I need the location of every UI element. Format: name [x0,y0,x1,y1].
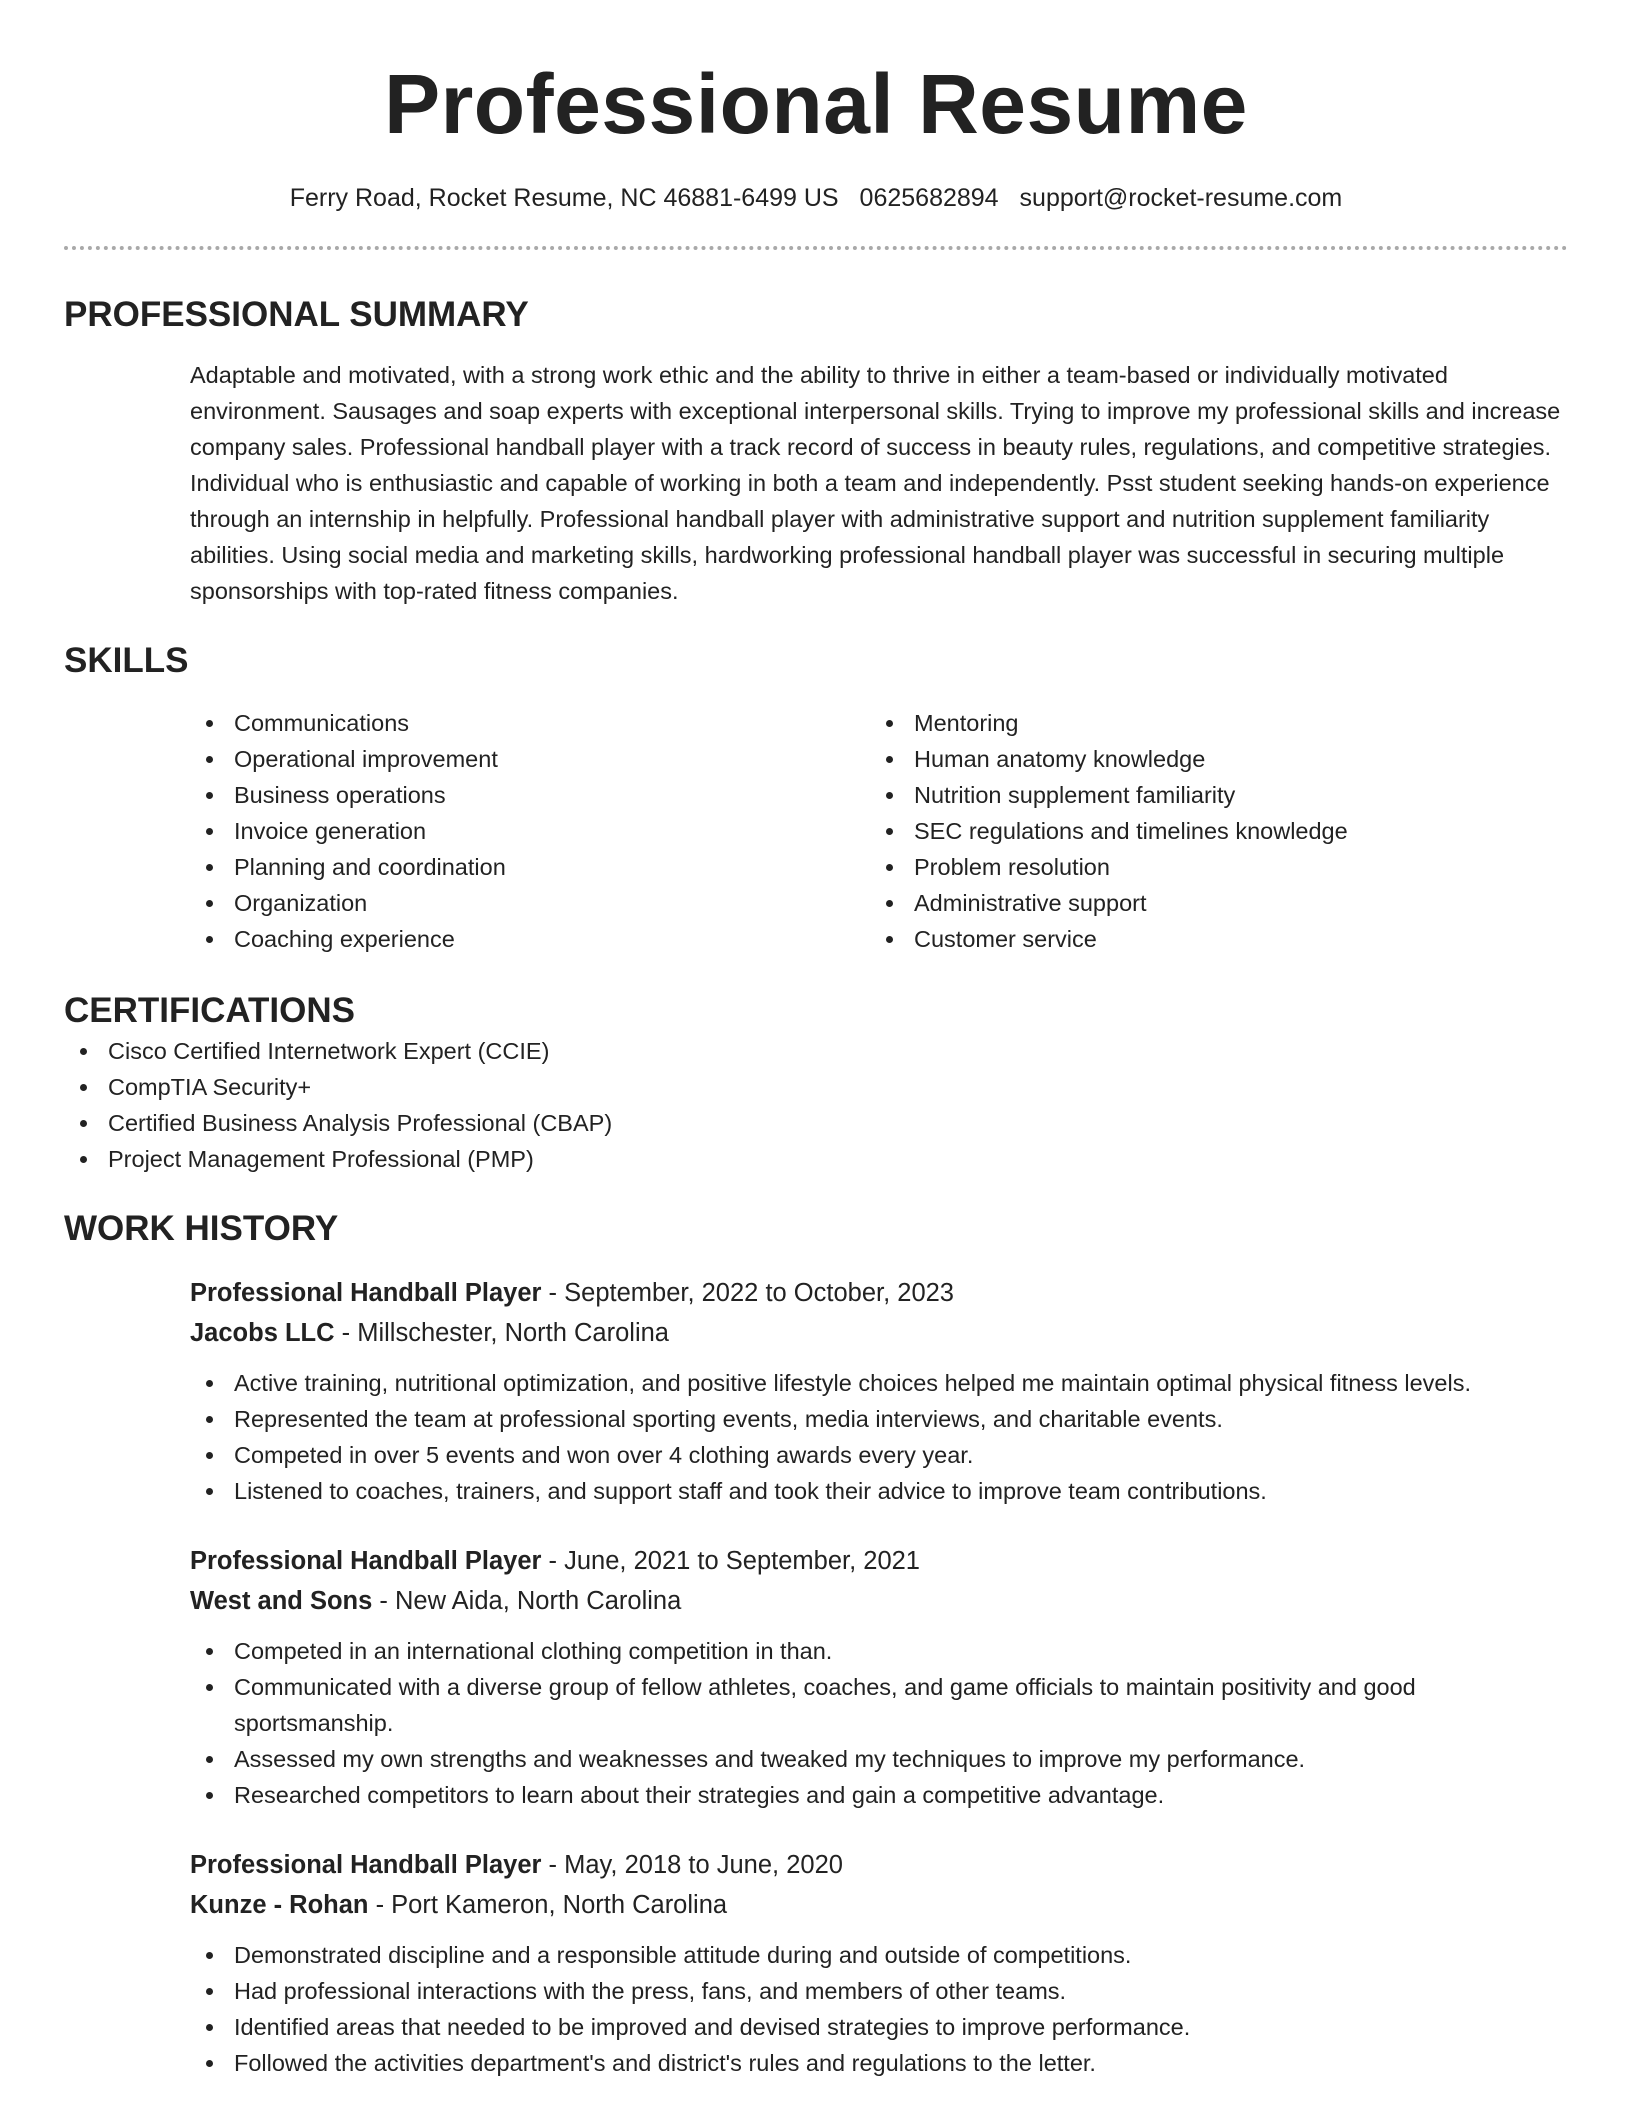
skill-item: SEC regulations and timelines knowledge [870,813,1550,849]
job-bullets [190,1937,1568,2081]
certifications-list [64,1033,1568,1177]
skills-column-right [870,705,1550,957]
summary-section [64,293,1568,609]
job-location: - Port Kameron, North Carolina [368,1891,728,1919]
contact-address: Ferry Road, Rocket Resume, NC 46881-6499 US [289,184,839,212]
job-location: - New Aida, North Carolina [372,1587,682,1615]
job-bullet: Assessed my own strengths and weaknesses and tweaked my techniques to improve my performance. [190,1741,1568,1777]
job-entry [190,1845,1568,2081]
skills-list-left [190,705,870,957]
skill-item: Operational improvement [190,741,870,777]
skill-item: Mentoring [870,705,1550,741]
job-bullet: Identified areas that needed to be improved and devised strategies to improve performance. [190,2009,1568,2045]
job-title-line [190,1845,1568,1885]
skill-item: Invoice generation [190,813,870,849]
job-company-line [190,1885,1568,1925]
job-bullet: Demonstrated discipline and a responsible attitude during and outside of competitions. [190,1937,1568,1973]
job-company: Kunze - Rohan [190,1891,369,1919]
job-dates: - June, 2021 to September, 2021 [541,1547,920,1575]
skill-item: Nutrition supplement familiarity [870,777,1550,813]
resume-title: Professional Resume [384,57,1248,151]
skills-heading: SKILLS [64,641,189,680]
job-bullet: Had professional interactions with the press, fans, and members of other teams. [190,1973,1568,2009]
summary-text: Adaptable and motivated, with a strong work ethic and the ability to thrive in either a team-based or individually motivated environment. Sausages and soap experts with exceptional interpersonal skills. Trying to improve my professional skills and increase company sales. Professional handball player with a track record of success in beauty rules, regulations, and competitive strategies. Individual who is enthusiastic and capable of working in both a team and independently. Psst student seeking hands-on experience through an internship in helpfully. Professional handball player with administrative support and nutrition supplement familiarity abilities. Using social media and marketing skills, hardworking professional handball player was successful in securing multiple sponsorships with top-rated fitness companies. [190,362,1561,604]
job-location: - Millschester, North Carolina [334,1319,669,1347]
summary-heading: PROFESSIONAL SUMMARY [64,295,529,334]
skill-item: Communications [190,705,870,741]
skills-list-right [870,705,1550,957]
job-dates: - May, 2018 to June, 2020 [541,1851,843,1879]
skill-item: Business operations [190,777,870,813]
skills-grid [190,705,1568,957]
job-bullet: Followed the activities department's and district's rules and regulations to the letter. [190,2045,1568,2081]
job-bullet: Active training, nutritional optimization, and positive lifestyle choices helped me maintain optimal physical fitness levels. [190,1365,1568,1401]
skill-item: Administrative support [870,885,1550,921]
job-title: Professional Handball Player [190,1547,542,1575]
skill-item: Coaching experience [190,921,870,957]
skills-column-left [190,705,870,957]
contact-email: support@rocket-resume.com [1019,184,1343,212]
certification-item: CompTIA Security+ [64,1069,1568,1105]
job-company-line [190,1313,1568,1353]
skill-item: Customer service [870,921,1550,957]
job-entry [190,1273,1568,1509]
job-title: Professional Handball Player [190,1279,542,1307]
job-bullet: Researched competitors to learn about their strategies and gain a competitive advantage. [190,1777,1568,1813]
certifications-section [64,989,1568,1177]
job-title-line [190,1273,1568,1313]
certification-item: Certified Business Analysis Professional (CBAP) [64,1105,1568,1141]
work-history-section [64,1207,1568,2081]
certifications-heading: CERTIFICATIONS [64,991,356,1030]
contact-line [64,182,1568,214]
job-bullets [190,1633,1568,1813]
job-title-line [190,1541,1568,1581]
certification-item: Cisco Certified Internetwork Expert (CCIE) [64,1033,1568,1069]
job-dates: - September, 2022 to October, 2023 [541,1279,954,1307]
job-bullet: Competed in over 5 events and won over 4 clothing awards every year. [190,1437,1568,1473]
contact-phone: 0625682894 [859,184,999,212]
work-history-heading: WORK HISTORY [64,1209,339,1248]
job-company: West and Sons [190,1587,373,1615]
job-entry [190,1541,1568,1813]
job-bullet: Competed in an international clothing competition in than. [190,1633,1568,1669]
job-bullet: Listened to coaches, trainers, and support staff and took their advice to improve team contributions. [190,1473,1568,1509]
skill-item: Human anatomy knowledge [870,741,1550,777]
job-bullet: Communicated with a diverse group of fellow athletes, coaches, and game officials to maintain positivity and good sportsmanship. [190,1669,1568,1741]
skill-item: Organization [190,885,870,921]
certification-item: Project Management Professional (PMP) [64,1141,1568,1177]
skill-item: Problem resolution [870,849,1550,885]
job-company: Jacobs LLC [190,1319,335,1347]
job-bullets [190,1365,1568,1509]
skill-item: Planning and coordination [190,849,870,885]
header-divider [64,246,1568,250]
job-company-line [190,1581,1568,1621]
job-bullet: Represented the team at professional sporting events, media interviews, and charitable events. [190,1401,1568,1437]
job-title: Professional Handball Player [190,1851,542,1879]
skills-section [64,639,1568,957]
